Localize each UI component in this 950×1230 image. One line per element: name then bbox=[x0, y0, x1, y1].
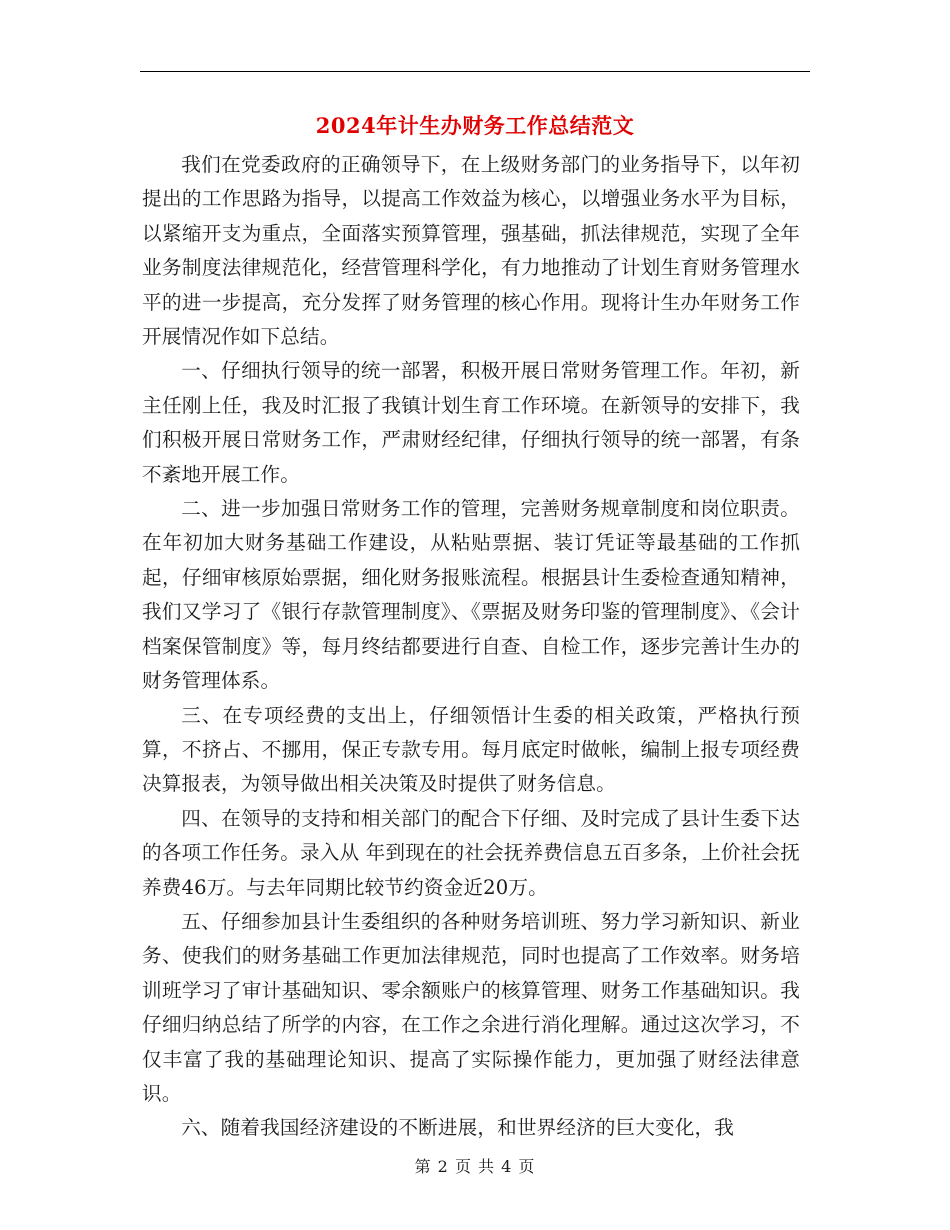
paragraph-item-6: 六、随着我国经济建设的不断进展，和世界经济的巨大变化，我 bbox=[181, 1116, 735, 1140]
paragraph-item-4: 四、在领导的支持和相关部门的配合下仔细、及时完成了县计生委下达的各项工作任务。录入从 年到现在的社会抚养费信息五百多条，上价社会抚养费46万。与去年同期比较节约资金近20万。 bbox=[142, 806, 800, 899]
paragraph-item-5: 五、仔细参加县计生委组织的各种财务培训班、努力学习新知识、新业务、使我们的财务基础工作更加法律规范，同时也提高了工作效率。财务培训班学习了审计基础知识、零余额账户的核算管理、财务工作基础知识。我仔细归纳总结了所学的内容，在工作之余进行消化理解。通过这次学习，不仅丰富了我的基础理论知识、提高了实际操作能力，更加强了财经法律意识。 bbox=[142, 909, 800, 1105]
paragraph-item-1: 一、仔细执行领导的统一部署，积极开展日常财务管理工作。年初，新主任刚上任，我及时汇报了我镇计划生育工作环境。在新领导的安排下，我们积极开展日常财务工作，严肃财经纪律，仔细执行领导的统一部署，有条不紊地开展工作。 bbox=[142, 359, 800, 486]
header-rule bbox=[140, 71, 810, 72]
paragraph-intro: 我们在党委政府的正确领导下，在上级财务部门的业务指导下，以年初提出的工作思路为指导，以提高工作效益为核心，以增强业务水平为目标，以紧缩开支为重点，全面落实预算管理，强基础，抓法律规范，实现了全年业务制度法律规范化，经营管理科学化，有力地推动了计划生育财务管理水平的进一步提高，充分发挥了财务管理的核心作用。现将计生办年财务工作开展情况作如下总结。 bbox=[142, 153, 800, 349]
paragraph-item-2: 二、进一步加强日常财务工作的管理，完善财务规章制度和岗位职责。在年初加大财务基础工作建设，从粘贴票据、装订凭证等最基础的工作抓起，仔细审核原始票据，细化财务报账流程。根据县计生委检查通知精神，我们又学习了《银行存款管理制度》、《票据及财务印鉴的管理制度》、《会计档案保管制度》等，每月终结都要进行自查、自检工作，逐步完善计生办的财务管理体系。 bbox=[142, 497, 800, 693]
page-number-footer: 第 2 页 共 4 页 bbox=[414, 1157, 536, 1176]
paragraph-item-3: 三、在专项经费的支出上，仔细领悟计生委的相关政策，严格执行预算，不挤占、不挪用，保正专款专用。每月底定时做帐，编制上报专项经费决算报表，为领导做出相关决策及时提供了财务信息。 bbox=[142, 703, 800, 796]
document-title: 2024年计生办财务工作总结范文 bbox=[315, 113, 635, 138]
document-body bbox=[142, 148, 800, 1146]
